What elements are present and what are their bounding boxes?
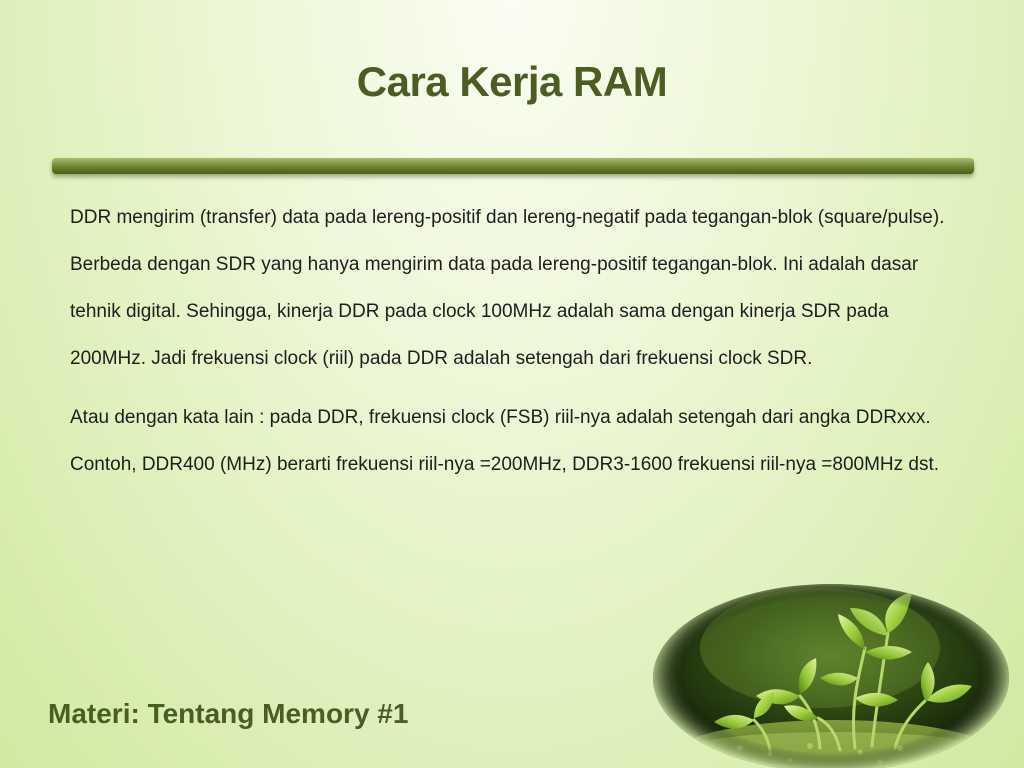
slide-body <box>70 194 955 500</box>
seedling-plant-image <box>650 578 1012 768</box>
slide-title: Cara Kerja RAM <box>356 58 668 105</box>
slide-footer: Materi: Tentang Memory #1 <box>48 698 409 729</box>
body-paragraph-1: DDR mengirim (transfer) data pada lereng-positif dan lereng-negatif pada tegangan-blok (square/pulse). Berbeda dengan SDR yang hanya mengirim data pada lereng-positif tegangan-blok. Ini adalah dasar tehnik digital. Sehingga, kinerja DDR pada clock 100MHz adalah sama dengan kinerja SDR pada 200MHz. Jadi frekuensi clock (riil) pada DDR adalah setengah dari frekuensi clock SDR. <box>70 207 945 369</box>
title-divider-bar <box>52 158 974 174</box>
body-paragraph-2: Atau dengan kata lain : pada DDR, frekuensi clock (FSB) riil-nya adalah setengah dari angka DDRxxx. Contoh, DDR400 (MHz) berarti frekuensi riil-nya =200MHz, DDR3-1600 frekuensi riil-nya =800MHz dst. <box>70 407 940 475</box>
